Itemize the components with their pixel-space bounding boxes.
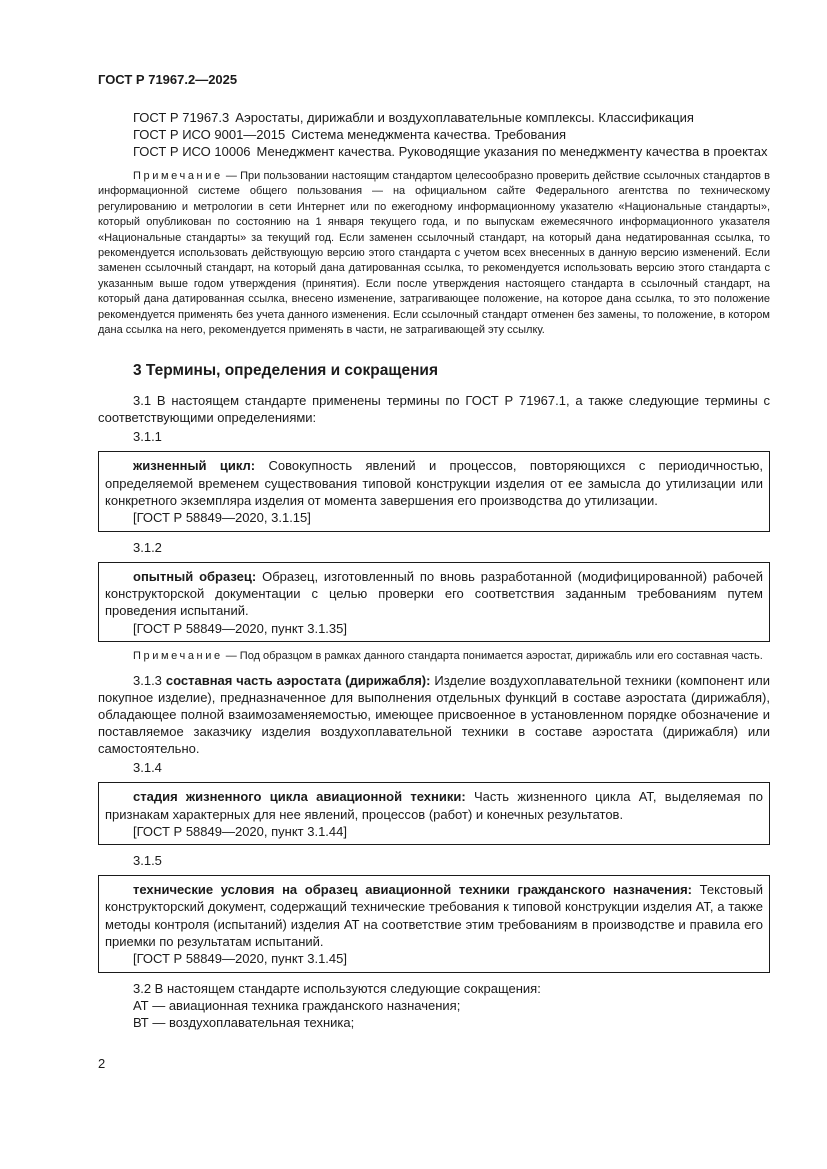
note-label: Примечание	[133, 170, 223, 182]
term-box-prototype	[98, 562, 770, 642]
terms-intro: 3.1 В настоящем стандарте применены термины по ГОСТ Р 71967.1, а также следующие термины с соответствующими определениями:	[98, 393, 770, 426]
term-source: [ГОСТ Р 58849—2020, пункт 3.1.44]	[133, 823, 347, 839]
term-definition-text: Совокупность явлений и процессов, повторяющихся с периодичностью, определяемой временем существования типовой конструкции изделия от ее замысла до утилизации или конкретного экземпляра изделия от момента завершения его производства до утилизации.	[105, 458, 763, 509]
reference-code: ГОСТ Р ИСО 9001—2015	[133, 127, 286, 142]
reference-item	[98, 109, 770, 126]
term-definition-text: Текстовый конструкторский документ, содержащий технические требования к типовой конструкции изделия АТ, а также методы контроля (испытаний) изделия АТ на соответствие этим требованиям в производстве и правила его приемки по результатам испытаний.	[105, 882, 763, 950]
page-number: 2	[98, 1056, 106, 1071]
term-name: технические условия на образец авиационной техники гражданского назначения:	[133, 882, 693, 898]
section-title: 3 Термины, определения и сокращения	[133, 362, 438, 380]
reference-code: ГОСТ Р 71967.3	[133, 110, 230, 125]
abbreviation-item: ВТ — воздухоплавательная техника;	[133, 1014, 355, 1030]
term-inline-component	[98, 672, 770, 757]
term-definition	[105, 881, 763, 950]
reference-code: ГОСТ Р ИСО 10006	[133, 144, 251, 159]
term-note	[98, 649, 770, 664]
term-source: [ГОСТ Р 58849—2020, пункт 3.1.45]	[133, 951, 347, 967]
reference-item	[98, 126, 770, 143]
term-definition-text: Изделие воздухоплавательной техники (компонент или покупное изделие), предназначенное для выполнения отдельных функций в составе аэростата (дирижабля), обладающее полной взаимозаменяемостью, имеющее присвоенное в установленном порядке обозначение и поставляемое заказчику изделия воздухоплавательной техники в составе аэростата (дирижабля) или самостоятельно.	[98, 673, 770, 757]
term-definition	[105, 788, 763, 823]
term-name: составная часть аэростата (дирижабля):	[165, 673, 431, 689]
normative-references	[98, 109, 770, 160]
note-text: — При пользовании настоящим стандартом целесообразно проверить действие ссылочных стандартов в информационной системе общего пользования — на официальном сайте Федерального агентства по техническому регулированию и метрологии в сети Интернет или по ежегодному информационному указателю «Национальные стандарты», который опубликован по состоянию на 1 января текущего года, и по выпускам ежемесячного информационного указателя «Национальные стандарты» за текущий год. Если заменен ссылочный стандарт, на который дана недатированная ссылка, то рекомендуется использовать действующую версию этого стандарта с учетом всех внесенных в данную версию изменений. Если заменен ссылочный стандарт, на который дана датированная ссылка, то рекомендуется использовать версию этого стандарта с указанным выше годом утверждения (принятия). Если после утверждения настоящего стандарта в ссылочный стандарт, на который дана датированная ссылка, внесено изменение, затрагивающее положение, на которое дана ссылка, то это положение рекомендуется применять без учета данного изменения. Если ссылочный стандарт отменен без замены, то положение, в котором дана ссылка на него, рекомендуется применять в части, не затрагивающей эту ссылку.	[98, 170, 771, 337]
term-number: 3.1.4	[133, 760, 162, 776]
term-name: стадия жизненного цикла авиационной техники:	[133, 789, 466, 805]
term-name: опытный образец:	[133, 568, 257, 584]
references-note	[98, 169, 770, 338]
abbreviations-intro: 3.2 В настоящем стандарте используются следующие сокращения:	[133, 980, 541, 996]
term-box-life-cycle-stage	[98, 782, 770, 845]
term-number: 3.1.2	[133, 539, 162, 555]
term-number: 3.1.5	[133, 853, 162, 869]
note-text: — Под образцом в рамках данного стандарта понимается аэростат, дирижабль или его составная часть.	[225, 649, 763, 662]
term-definition	[105, 457, 763, 509]
reference-title: Менеджмент качества. Руководящие указания по менеджменту качества в проектах	[256, 144, 768, 159]
term-definition-text: Часть жизненного цикла АТ, выделяемая по признакам характерных для нее явлений, процессов (работ) и конечных результатов.	[105, 789, 763, 822]
term-box-life-cycle	[98, 451, 770, 531]
term-number: 3.1.3	[133, 673, 162, 689]
note-label: Примечание	[133, 649, 223, 662]
term-definition	[105, 568, 763, 620]
document-page	[98, 72, 770, 1031]
term-source: [ГОСТ Р 58849—2020, 3.1.15]	[133, 510, 311, 526]
term-source: [ГОСТ Р 58849—2020, пункт 3.1.35]	[133, 620, 347, 636]
reference-title: Система менеджмента качества. Требования	[291, 127, 567, 142]
term-definition-text: Образец, изготовленный по вновь разработанной (модифицированной) рабочей конструкторской документации с целью проверки его соответствия заданным требованиям путем проведения испытаний.	[105, 568, 763, 619]
term-name: жизненный цикл:	[133, 458, 256, 474]
term-box-technical-conditions	[98, 875, 770, 972]
reference-title: Аэростаты, дирижабли и воздухоплавательные комплексы. Классификация	[235, 110, 694, 125]
reference-item	[98, 143, 770, 160]
abbreviation-item: АТ — авиационная техника гражданского назначения;	[133, 997, 461, 1013]
term-number: 3.1.1	[133, 429, 162, 445]
document-header: ГОСТ Р 71967.2—2025	[98, 72, 238, 87]
